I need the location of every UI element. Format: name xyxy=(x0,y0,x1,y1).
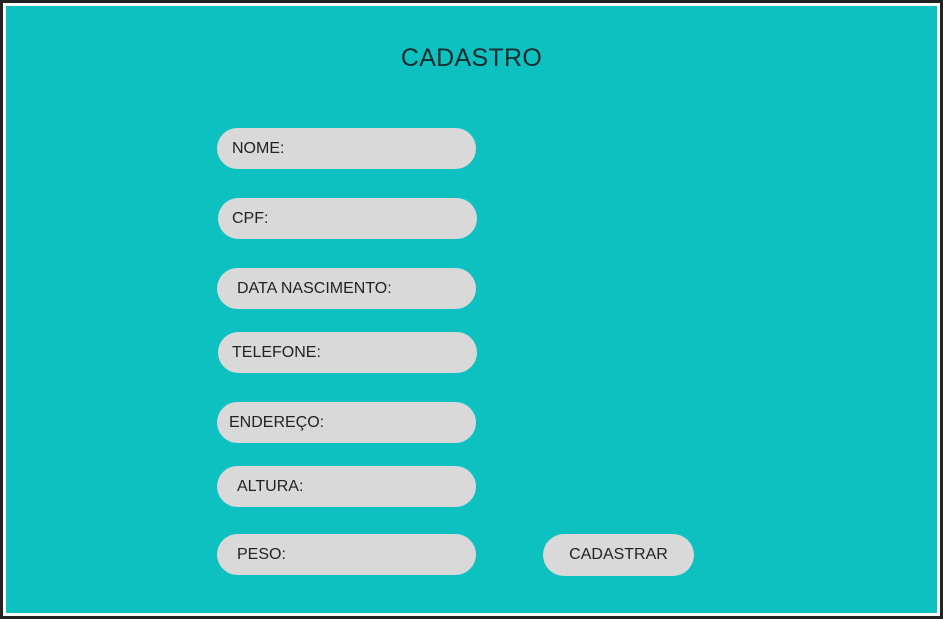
phone-field-label: TELEFONE: xyxy=(232,343,321,361)
window-frame xyxy=(3,3,940,616)
address-field[interactable] xyxy=(217,402,476,443)
phone-field[interactable] xyxy=(218,332,477,373)
cpf-field[interactable] xyxy=(218,198,477,239)
page-title: CADASTRO xyxy=(400,44,543,72)
weight-field-label: PESO: xyxy=(237,545,286,563)
register-button[interactable]: CADASTRAR xyxy=(543,534,694,576)
height-field[interactable] xyxy=(217,466,476,507)
address-field-label: ENDEREÇO: xyxy=(229,413,325,431)
name-field-label: NOME: xyxy=(232,139,285,157)
name-field[interactable] xyxy=(217,128,476,169)
form-panel xyxy=(6,6,937,613)
height-field-label: ALTURA: xyxy=(237,477,304,495)
weight-field[interactable] xyxy=(217,534,476,575)
birth-date-field[interactable] xyxy=(217,268,476,309)
birth-date-field-label: DATA NASCIMENTO: xyxy=(237,279,392,297)
cpf-field-label: CPF: xyxy=(232,209,269,227)
